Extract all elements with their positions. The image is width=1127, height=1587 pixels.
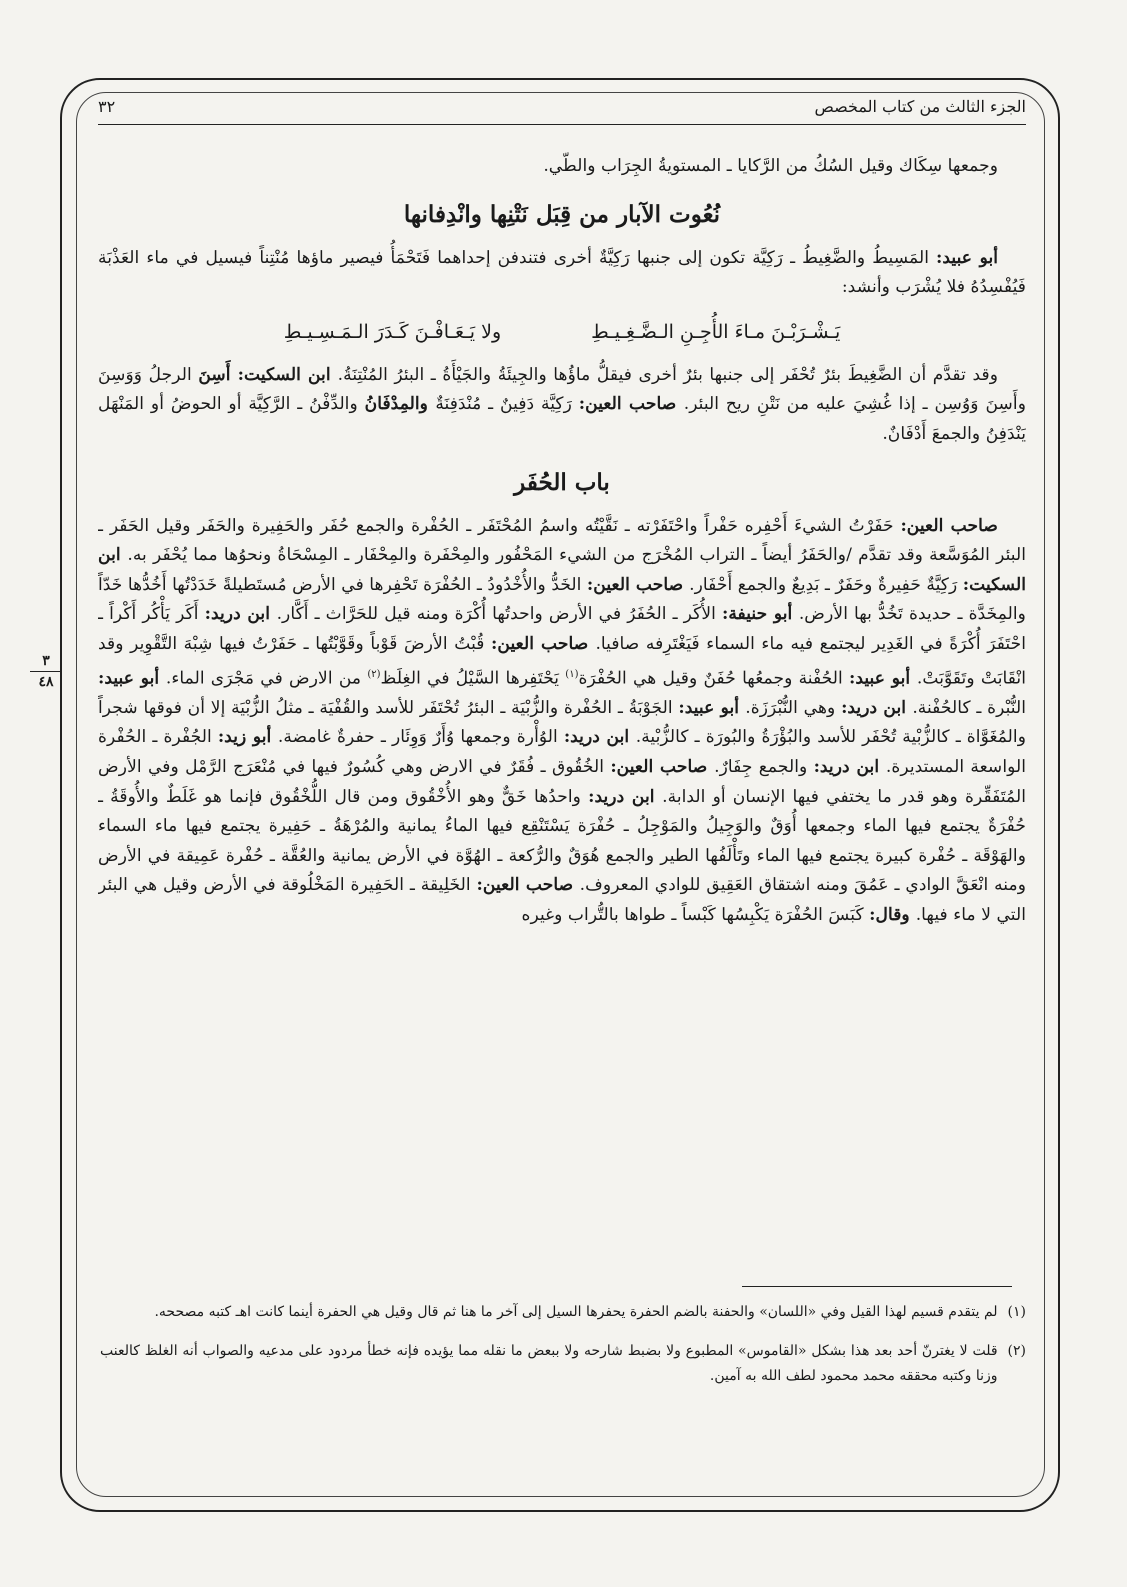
page-header	[98, 90, 1026, 122]
poetry-verse	[98, 315, 1026, 349]
footnote-number: (١)	[1007, 1304, 1026, 1320]
margin-ref-bar	[30, 671, 62, 672]
footnote-marker-1: (١)	[565, 668, 579, 680]
paragraph-3: وقد تقدَّم أن الضَّغِيطَ بئرٌ تُحْفَر إلى جنبها بئرٌ أخرى فيقلُّ ماؤُها والجِيئَةُ والجَيْأَةُ ـ البئرُ المُنْتِنَةُ. ابن السكيت: أَسِنَ الرجلُ وَوَسِنَ وأَسِنَ وَوُسِن ـ إذا غُشِيَ عليه من نَتْنِ ريح البئر. صاحب العين: رَكِيَّة دَفِينٌ ـ مُنْدَفِنَةٌ والمِدْفَانُ والدِّفْنُ ـ الرَّكِيَّة أو الحوضُ أو المَنْهَل يَنْدَفِنُ والجمعَ أَدْفَانٌ.	[98, 364, 1026, 444]
footnotes	[100, 1300, 1026, 1403]
page-number: ٣٢	[98, 96, 116, 116]
paragraph-1: وجمعها سِكَاك وقيل السُكُ من الرَّكايا ـ المستويةُ الجِرَاب والطَّي.	[543, 156, 998, 176]
footnote-marker-2: (٢)	[367, 668, 381, 680]
verse-hemistich-left: ولا يَـعَـافْـنَ كَـدَرَ الـمَـسِـيـطِ	[283, 320, 502, 343]
footnote-1	[100, 1300, 1026, 1325]
margin-ref-bottom: ٤٨	[38, 674, 54, 690]
verse-hemistich-right: يَـشْـرَبْـنَ مـاءَ الأُجِـنِ الـضَّـغِـيـطِ	[591, 320, 841, 343]
section-heading-1: نُعُوت الآبار من قِبَل نَتْنِها وانْدِفانها	[403, 200, 721, 228]
footnote-rule	[742, 1286, 1012, 1287]
margin-reference	[28, 652, 64, 691]
speaker-label: أبو عبيد:	[936, 247, 999, 268]
running-title: الجزء الثالث من كتاب المخصص	[814, 96, 1026, 116]
section-heading-2: باب الحُفَر	[514, 468, 610, 496]
footnote-text: لم يتقدم قسيم لهذا القيل وفي «اللسان» والحفنة بالضم الحفرة يحفرها السيل إلى آخر ما هنا ثم قال وقيل هي الحفرة أينما كانت اهـ كتبه مصححه.	[154, 1304, 998, 1320]
main-text	[98, 152, 1026, 1232]
footnote-2	[100, 1339, 1026, 1389]
footnote-text: قلت لا يغترنّ أحد بعد هذا بشكل «القاموس» المطبوع ولا بضبط شارحه ولا ببعض ما نقله مما يؤيده فإنه خطأ مردود على مدعيه والصواب أنه الغلظ كالعنب وزنا وكتبه محققه محمد محمود لطف الله به آمين.	[100, 1343, 998, 1384]
footnote-number: (٢)	[1007, 1343, 1026, 1359]
paragraph-4: صاحب العين: حَفَرْتُ الشيءَ أَحْفِره حَفْراً واحْتَفَرْته ـ نَقَّيْتُه واسمُ المُحْتَفَر ـ الحُفْرة والجمع حُفَر والحَفِيرة والحَفَر وقيل الحَفَر ـ البئر المُوَسَّعة وقد تقدَّم /والحَفَرُ أيضاً ـ التراب المُخْرَج من الشيء المَحْفُور والمِحْفَرة والمِحْفَار ـ المِسْحَاةُ ونحوُها مما يُحْفَر به. ابن السكيت: رَكِيَّةٌ حَفِيرةٌ وحَفَرٌ ـ بَدِيعٌ والجمع أَحْفَار. صاحب العين: الخَدُّ والأُخْدُودُ ـ الحُفْرَة تَحْفِرها في الأرض مُستَطيلةً خَدَدْتُها أَخُدُّها خَدّاً والمِخَدَّة ـ حديدة تَخُدُّ بها الأرض. أبو حنيفة: الأُكَر ـ الحُفَرُ في الأرض واحدتُها أُكْرَة ومنه قيل للحَرَّاث ـ أَكَّار. ابن دريد: أَكَر يَأْكُر أَكْراً ـ احْتَفَرَ أُكْرَةً في الغَدِير ليجتمع فيه ماء السماء فَيَغْتَرِفه صافيا. صاحب العين: قُبْتُ الأرضَ قَوْباً وقَوَّبْتُها ـ حَفَرْتُ فيها شِبْهَ التَّقْوِير وقد انْقَابَتْ وتَقَوَّبَتْ. أبو عبيد: الحُفْنة وجمعُها حُفَنٌ وقيل هي الحُفْرَة$^{(١)}$ يَحْتَفِرها السَّيْلُ في الغِلَظ$^{(٢)}$ من الارض في مَجْرَى الماء. أبو عبيد: النُّبْرة ـ كالحُفْنة. ابن دريد: وهي النُّبْرَزَة. أبو عبيد: الجَوْبَةُ ـ الحُفْرة والزُّبْيَة ـ البئرُ تُحْتَفَر للأسد والقُفْيَة ـ مثلُ الزُّبْيَة إلا أن فوقها شجراً والمُغَوَّاة ـ كالزُّبْية تُحْفَر للأسد والبُؤْرَةُ والبُورَة ـ كالزُّبْية. ابن دريد: الوُأْرة وجمعها وُأَرٌ وَوِئَار ـ حفرةٌ غامضة. أبو زيد: الجُفْرة ـ الحُفْرة الواسعة المستديرة. ابن دريد: والجمع جِفَارٌ. صاحب العين: الخُقُوق ـ فُقَرٌ في الارض وهي كُسُورٌ فيها في مُنْعَرَج الرَّمْل وفي الأرض المُتَفَقِّرة وهو قدر ما يختفي فيها الإنسان أو الدابة. ابن دريد: واحدُها خَقٌّ وهو الأُخْقُوق ومن قال اللُّخْقُوق فإنما هو غَلَطٌ والأُوقَةُ ـ حُفْرَةٌ يجتمع فيها الماء وجمعها أُوَقٌ والوَجِيلُ والمَوْجِلُ ـ حُفْرَة يَسْتَنْقِع فيها الماءُ يمانية والمُرْهَةُ ـ حَفِيرة يجتمع فيها ماء السماء والهَوْقَة ـ حُفْرة كبيرة يجتمع فيها الماء وتَأْلَفُها الطير والجمع هُوَقٌ والرُّكعة ـ الهُوَّة في الأرض يمانية والعُقَّة ـ حُفْرة عَمِيقة في الأرض ومنه انْعَقَّ الوادي ـ عَمُقَ ومنه اشتقاق العَقِيق للوادي المعروف. صاحب العين: الخَلِيقة ـ الحَفِيرة المَخْلُوقة في الأرض وقيل هي البئر التي لا ماء فيها. وقال: كَبَسَ الحُفْرَة يَكْبِسُها كَبْساً ـ طواها بالتُّراب وغيره	[98, 515, 1026, 926]
margin-ref-top: ٣	[42, 653, 50, 669]
header-rule	[98, 124, 1026, 125]
paragraph-2: أبو عبيد: المَسِيطُ والضَّغِيطُ ـ رَكِيَّة تكون إلى جنبها رَكِيَّةٌ أخرى فتندفن إحداهما فَتَحْمَأُ فيصير ماؤها مُنْتِناً فيسيل في ماء العَذْبَة فَيُفْسِدُهُ فلا يُشْرَب وأنشد:	[98, 247, 1026, 298]
